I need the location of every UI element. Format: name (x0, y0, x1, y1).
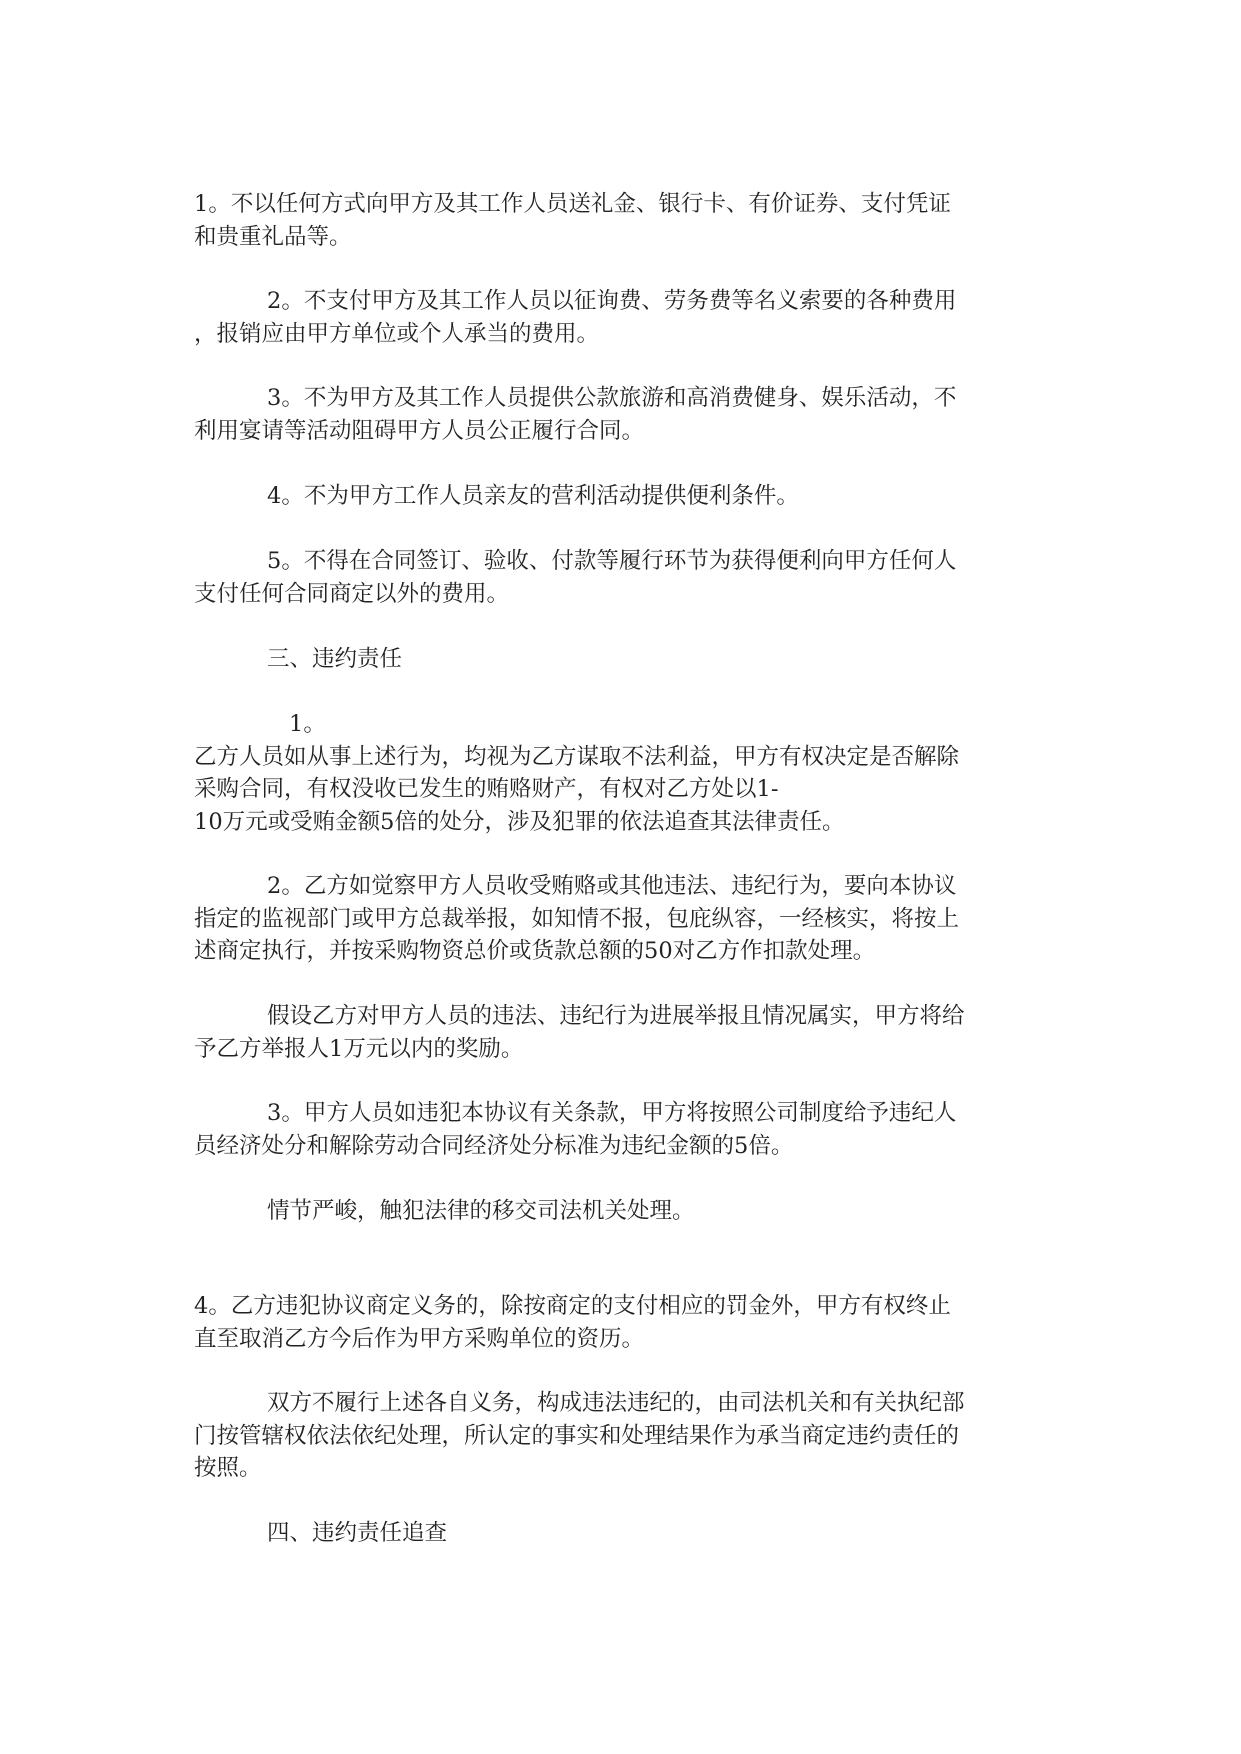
text-line: 按照。 (194, 1455, 262, 1481)
text-line: 2。不支付甲方及其工作人员以征询费、劳务费等名义索要的各种费用 (267, 288, 957, 314)
text-line: 4。不为甲方工作人员亲友的营利活动提供便利条件。 (267, 483, 799, 509)
text-line: 1。不以任何方式向甲方及其工作人员送礼金、银行卡、有价证券、支付凭证 (194, 191, 951, 217)
liability-3-paragraph (194, 1097, 1054, 1162)
text-line: 情节严峻，触犯法律的移交司法机关处理。 (267, 1198, 695, 1224)
text-line: 乙方人员如从事上述行为，均视为乙方谋取不法利益，甲方有权决定是否解除 (194, 743, 960, 770)
text-line: 1。 (289, 711, 326, 737)
text-line: 3。甲方人员如违犯本协议有关条款，甲方将按照公司制度给予违纪人 (267, 1100, 957, 1126)
clause-1-paragraph (194, 188, 1054, 253)
clause-2-paragraph (194, 285, 1054, 350)
text-line: 采购合同，有权没收已发生的贿赂财产，有权对乙方处以1- (194, 776, 779, 802)
liability-2-paragraph (194, 870, 1054, 968)
text-line: ，报销应由甲方单位或个人承当的费用。 (194, 320, 600, 347)
text-line: 3。不为甲方及其工作人员提供公款旅游和高消费健身、娱乐活动，不 (267, 385, 957, 411)
heading-text: 三、违约责任 (267, 646, 403, 672)
mutual-obligation-paragraph (194, 1387, 1054, 1485)
text-line: 予乙方举报人1万元以内的奖励。 (194, 1035, 524, 1062)
liability-4-paragraph (194, 1290, 1054, 1355)
liability-1-paragraph (194, 708, 1054, 838)
heading-text: 四、违约责任追查 (267, 1520, 448, 1546)
text-line: 述商定执行，并按采购物资总价或货款总额的50对乙方作扣款处理。 (194, 938, 876, 964)
text-line: 和贵重礼品等。 (194, 223, 352, 250)
text-line: 假设乙方对甲方人员的违法、违纪行为进展举报且情况属实，甲方将给 (267, 1003, 965, 1029)
reward-paragraph (194, 1000, 1054, 1065)
clause-4-paragraph (194, 480, 1054, 513)
clause-5-paragraph (194, 545, 1054, 610)
text-line: 指定的监视部门或甲方总裁举报，如知情不报，包庇纵容，一经核实，将按上 (194, 905, 960, 932)
text-line: 员经济处分和解除劳动合同经济处分标准为违纪金额的5倍。 (194, 1132, 794, 1159)
text-line: 2。乙方如觉察甲方人员收受贿赂或其他违法、违纪行为，要向本协议 (267, 873, 957, 899)
section-heading-liability-pursuit (194, 1517, 1054, 1550)
text-line: 双方不履行上述各自义务，构成违法违纪的，由司法机关和有关执纪部 (267, 1390, 965, 1416)
clause-3-paragraph (194, 382, 1054, 447)
text-line: 利用宴请等活动阻碍甲方人员公正履行合同。 (194, 417, 645, 444)
text-line: 直至取消乙方今后作为甲方采购单位的资历。 (194, 1325, 645, 1352)
text-line: 4。乙方违犯协议商定义务的，除按商定的支付相应的罚金外，甲方有权终止 (194, 1293, 951, 1319)
text-line: 门按管辖权依法依纪处理，所认定的事实和处理结果作为承当商定违约责任的 (194, 1422, 960, 1449)
section-heading-breach-liability (194, 643, 1054, 676)
text-line: 支付任何合同商定以外的费用。 (194, 580, 510, 607)
text-line: 5。不得在合同签订、验收、付款等履行环节为获得便利向甲方任何人 (267, 548, 957, 574)
text-line: 10万元或受贿金额5倍的处分，涉及犯罪的依法追查其法律责任。 (194, 808, 845, 835)
serious-case-paragraph (194, 1195, 1054, 1228)
